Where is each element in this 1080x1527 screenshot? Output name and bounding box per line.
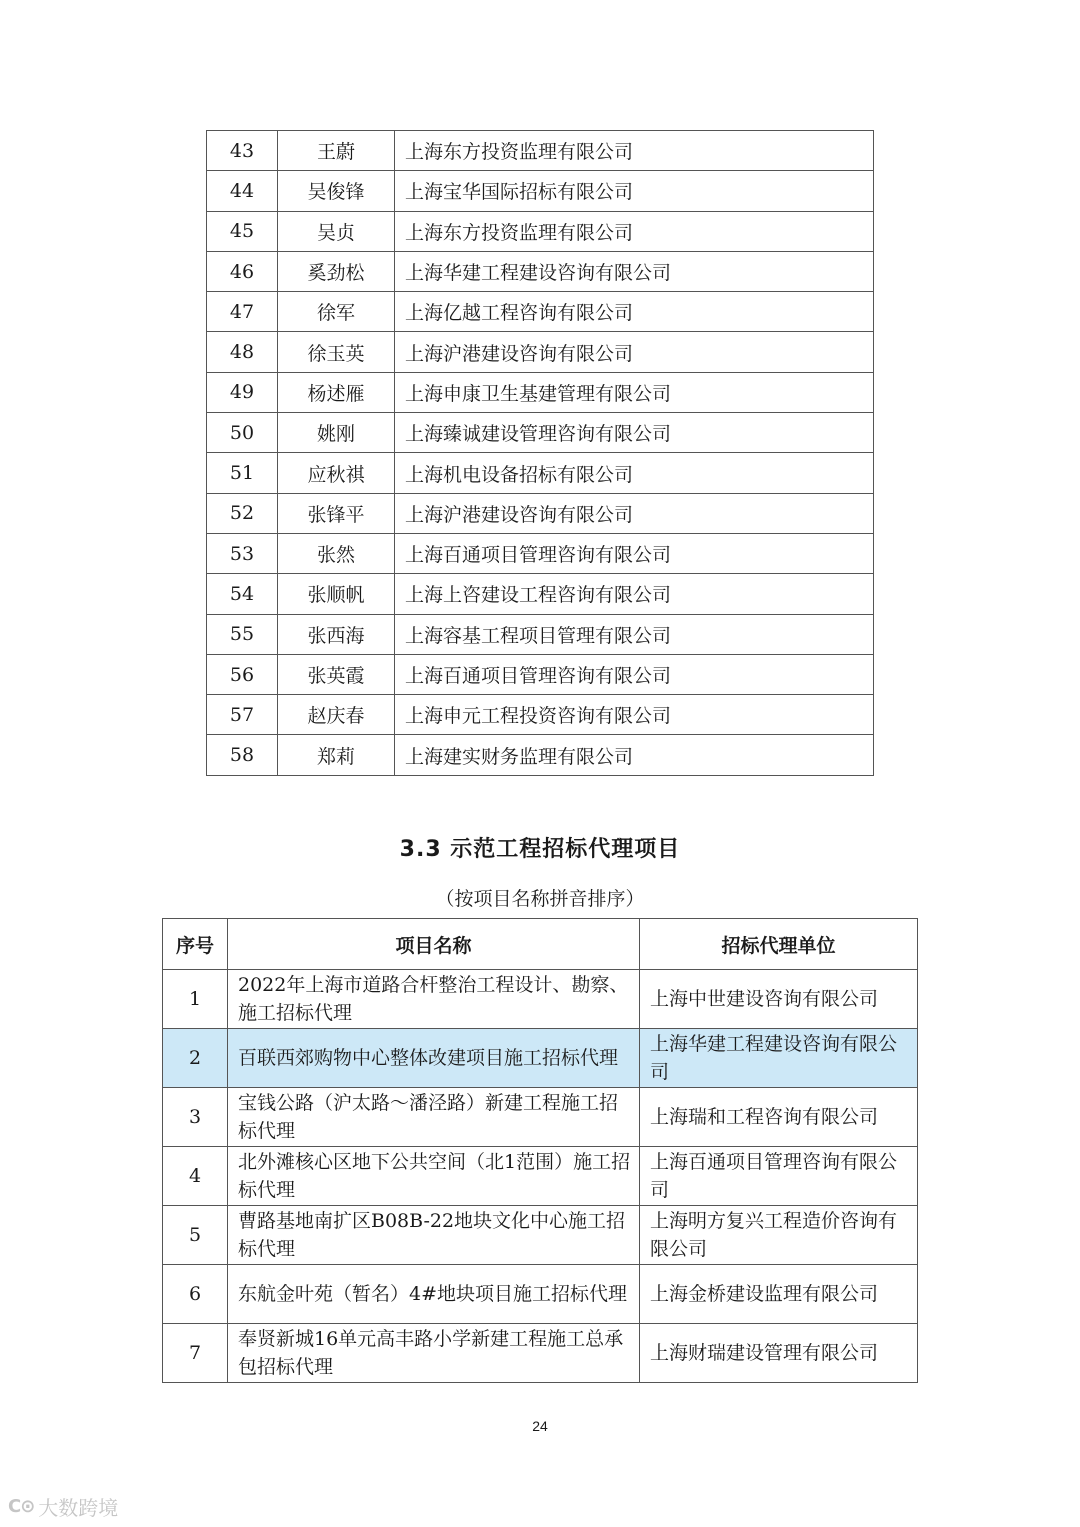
company-name: 上海容基工程项目管理有限公司 xyxy=(395,614,874,654)
table-row xyxy=(207,171,874,211)
row-number: 1 xyxy=(163,970,228,1029)
row-number: 7 xyxy=(163,1324,228,1383)
row-number: 6 xyxy=(163,1265,228,1324)
agency-name: 上海明方复兴工程造价咨询有限公司 xyxy=(640,1206,918,1265)
project-name: 北外滩核心区地下公共空间（北1范围）施工招标代理 xyxy=(228,1147,640,1206)
project-name: 曹路基地南扩区B08B-22地块文化中心施工招标代理 xyxy=(228,1206,640,1265)
company-name: 上海臻诚建设管理咨询有限公司 xyxy=(395,413,874,453)
row-number: 49 xyxy=(207,372,278,412)
row-number: 3 xyxy=(163,1088,228,1147)
row-number: 45 xyxy=(207,211,278,251)
table-row xyxy=(207,413,874,453)
table-row xyxy=(207,735,874,775)
person-name: 张锋平 xyxy=(278,493,395,533)
person-name: 郑莉 xyxy=(278,735,395,775)
person-name: 王蔚 xyxy=(278,131,395,171)
row-number: 47 xyxy=(207,292,278,332)
row-number: 2 xyxy=(163,1029,228,1088)
company-name: 上海申元工程投资咨询有限公司 xyxy=(395,695,874,735)
agency-name: 上海华建工程建设咨询有限公司 xyxy=(640,1029,918,1088)
table-row xyxy=(207,332,874,372)
row-number: 51 xyxy=(207,453,278,493)
table-row-selected[interactable] xyxy=(163,1029,918,1088)
row-number: 54 xyxy=(207,574,278,614)
agency-name: 上海中世建设咨询有限公司 xyxy=(640,970,918,1029)
row-number: 48 xyxy=(207,332,278,372)
section-subtitle: （按项目名称拼音排序） xyxy=(435,888,645,910)
table-row xyxy=(207,453,874,493)
projects-table xyxy=(162,918,918,1383)
watermark xyxy=(8,1492,118,1521)
table-row xyxy=(207,251,874,291)
table-row xyxy=(207,211,874,251)
project-name: 奉贤新城16单元高丰路小学新建工程施工总承包招标代理 xyxy=(228,1324,640,1383)
company-name: 上海华建工程建设咨询有限公司 xyxy=(395,251,874,291)
table-row xyxy=(207,614,874,654)
table-row xyxy=(163,1324,918,1383)
row-number: 50 xyxy=(207,413,278,453)
person-name: 徐军 xyxy=(278,292,395,332)
company-name: 上海沪港建设咨询有限公司 xyxy=(395,332,874,372)
person-name: 吴贞 xyxy=(278,211,395,251)
row-number: 4 xyxy=(163,1147,228,1206)
header-agency: 招标代理单位 xyxy=(640,919,918,970)
row-number: 5 xyxy=(163,1206,228,1265)
person-name: 赵庆春 xyxy=(278,695,395,735)
company-name: 上海宝华国际招标有限公司 xyxy=(395,171,874,211)
company-name: 上海建实财务监理有限公司 xyxy=(395,735,874,775)
row-number: 44 xyxy=(207,171,278,211)
company-name: 上海沪港建设咨询有限公司 xyxy=(395,493,874,533)
person-name: 徐玉英 xyxy=(278,332,395,372)
project-name: 2022年上海市道路合杆整治工程设计、勘察、施工招标代理 xyxy=(228,970,640,1029)
row-number: 58 xyxy=(207,735,278,775)
table-row xyxy=(207,493,874,533)
person-name: 奚劲松 xyxy=(278,251,395,291)
table-row xyxy=(207,292,874,332)
person-name: 吴俊锋 xyxy=(278,171,395,211)
project-name: 宝钱公路（沪太路～潘泾路）新建工程施工招标代理 xyxy=(228,1088,640,1147)
row-number: 55 xyxy=(207,614,278,654)
company-name: 上海上咨建设工程咨询有限公司 xyxy=(395,574,874,614)
table-row xyxy=(207,372,874,412)
project-name: 东航金叶苑（暂名）4#地块项目施工招标代理 xyxy=(228,1265,640,1324)
agency-name: 上海瑞和工程咨询有限公司 xyxy=(640,1088,918,1147)
watermark-logo-icon: C⊙ xyxy=(8,1496,35,1517)
company-name: 上海机电设备招标有限公司 xyxy=(395,453,874,493)
header-number: 序号 xyxy=(163,919,228,970)
row-number: 43 xyxy=(207,131,278,171)
row-number: 56 xyxy=(207,654,278,694)
company-name: 上海百通项目管理咨询有限公司 xyxy=(395,533,874,573)
table-row xyxy=(207,695,874,735)
company-name: 上海百通项目管理咨询有限公司 xyxy=(395,654,874,694)
personnel-table xyxy=(206,130,874,776)
project-name: 百联西郊购物中心整体改建项目施工招标代理 xyxy=(228,1029,640,1088)
table-row xyxy=(207,654,874,694)
person-name: 应秋祺 xyxy=(278,453,395,493)
person-name: 张顺帆 xyxy=(278,574,395,614)
table-row xyxy=(163,1265,918,1324)
table-row xyxy=(163,1147,918,1206)
watermark-text: 大数跨境 xyxy=(38,1496,119,1520)
section-title: 3.3 示范工程招标代理项目 xyxy=(399,837,681,862)
company-name: 上海申康卫生基建管理有限公司 xyxy=(395,372,874,412)
page-number: 24 xyxy=(532,1418,548,1434)
table-row xyxy=(207,131,874,171)
agency-name: 上海财瑞建设管理有限公司 xyxy=(640,1324,918,1383)
company-name: 上海亿越工程咨询有限公司 xyxy=(395,292,874,332)
agency-name: 上海百通项目管理咨询有限公司 xyxy=(640,1147,918,1206)
table-header-row xyxy=(163,919,918,970)
table-row xyxy=(207,533,874,573)
person-name: 杨述雁 xyxy=(278,372,395,412)
person-name: 张英霞 xyxy=(278,654,395,694)
row-number: 53 xyxy=(207,533,278,573)
person-name: 姚刚 xyxy=(278,413,395,453)
person-name: 张然 xyxy=(278,533,395,573)
table-row xyxy=(163,1206,918,1265)
row-number: 57 xyxy=(207,695,278,735)
header-project: 项目名称 xyxy=(228,919,640,970)
table-row xyxy=(207,574,874,614)
person-name: 张西海 xyxy=(278,614,395,654)
table-row xyxy=(163,1088,918,1147)
agency-name: 上海金桥建设监理有限公司 xyxy=(640,1265,918,1324)
company-name: 上海东方投资监理有限公司 xyxy=(395,211,874,251)
row-number: 52 xyxy=(207,493,278,533)
company-name: 上海东方投资监理有限公司 xyxy=(395,131,874,171)
row-number: 46 xyxy=(207,251,278,291)
table-row xyxy=(163,970,918,1029)
